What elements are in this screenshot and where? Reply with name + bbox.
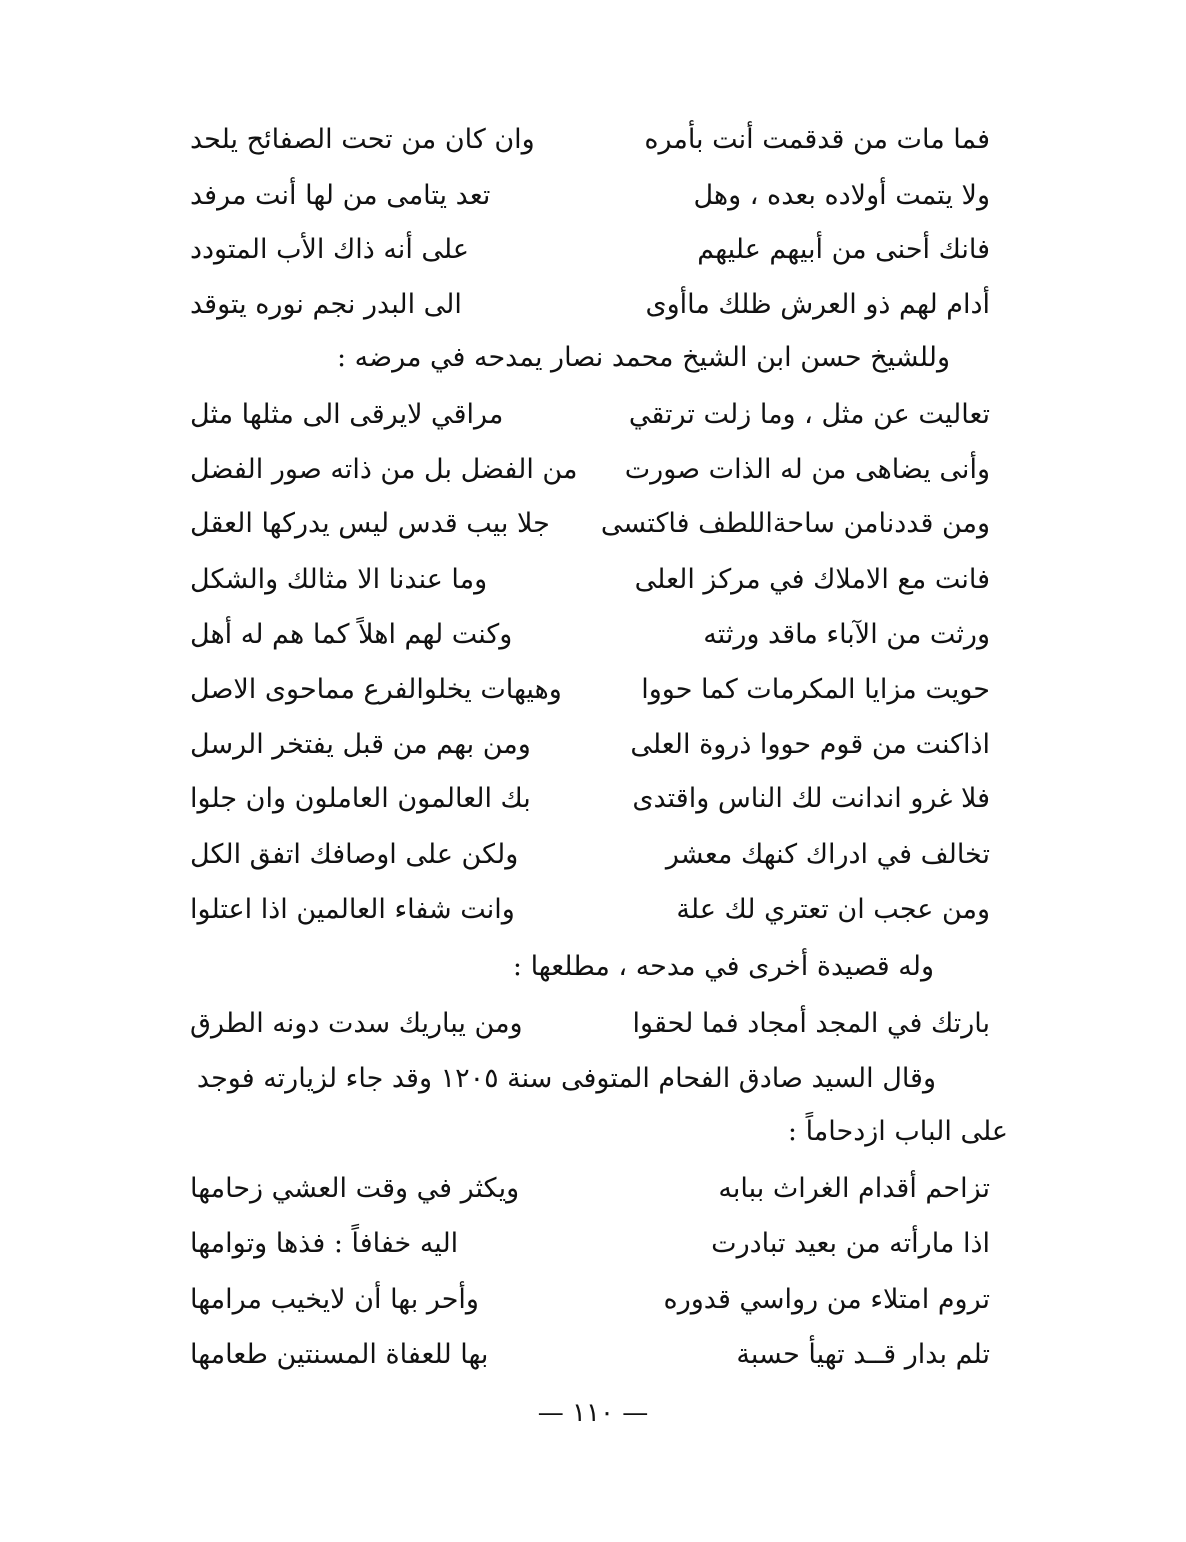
verse xyxy=(190,664,990,716)
verse-second-hemistich: وكنت لهم اهلاً كما هم له أهل xyxy=(190,619,513,650)
verse xyxy=(190,1218,990,1270)
verse xyxy=(190,1274,990,1326)
intro-line: وللشيخ حسن ابن الشيخ محمد نصار يمدحه في مرضه : xyxy=(337,342,950,373)
verse-first-hemistich: تلم بدار قــد تهيأ حسبة xyxy=(736,1339,990,1370)
verse-first-hemistich: تخالف في ادراك كنهك معشر xyxy=(665,839,990,870)
intro-line: وله قصيدة أخرى في مدحه ، مطلعها : xyxy=(512,951,934,982)
verse-first-hemistich: تزاحم أقدام الغراث ببابه xyxy=(718,1173,990,1204)
verse-first-hemistich: ومن عجب ان تعتري لك علة xyxy=(676,894,990,925)
verse-first-hemistich: فما مات من قدقمت أنت بأمره xyxy=(644,124,990,155)
verse xyxy=(190,609,990,661)
verse xyxy=(190,554,990,606)
verse xyxy=(190,1329,990,1381)
verse-second-hemistich: الى البدر نجم نوره يتوقد xyxy=(190,289,462,320)
verse-first-hemistich: تروم امتلاء من رواسي قدوره xyxy=(663,1284,990,1315)
verse-first-hemistich: فلا غرو اندانت لك الناس واقتدى xyxy=(632,783,990,814)
verse xyxy=(190,498,990,550)
verse-second-hemistich: من الفضل بل من ذاته صور الفضل xyxy=(190,454,578,485)
page-number: — ١١٠ — xyxy=(537,1398,649,1428)
verse xyxy=(190,224,990,276)
verse-second-hemistich: وما عندنا الا مثالك والشكل xyxy=(190,564,488,595)
verse-first-hemistich: اذا مارأته من بعيد تبادرت xyxy=(711,1228,990,1259)
verse-first-hemistich: ولا يتمت أولاده بعده ، وهل xyxy=(693,180,990,211)
verse-second-hemistich: ولكن على اوصافك اتفق الكل xyxy=(190,839,519,870)
verse xyxy=(190,773,990,825)
verse-second-hemistich: ومن يباريك سدت دونه الطرق xyxy=(190,1008,523,1039)
verse-first-hemistich: وأنى يضاهى من له الذات صورت xyxy=(624,454,990,485)
verse-first-hemistich: تعاليت عن مثل ، وما زلت ترتقي xyxy=(628,399,990,430)
verse-second-hemistich: مراقي لايرقى الى مثلها مثل xyxy=(190,399,504,430)
verse-second-hemistich: وان كان من تحت الصفائح يلحد xyxy=(190,124,535,155)
verse xyxy=(190,444,990,496)
verse xyxy=(190,884,990,936)
verse-first-hemistich: ورثت من الآباء ماقد ورثته xyxy=(703,619,990,650)
verse xyxy=(190,279,990,331)
prose-line: وقال السيد صادق الفحام المتوفى سنة ١٢٠٥ وقد جاء لزيارته فوجد xyxy=(196,1063,936,1094)
verse-second-hemistich: وانت شفاء العالمين اذا اعتلوا xyxy=(190,894,515,925)
verse-second-hemistich: على أنه ذاك الأب المتودد xyxy=(190,234,469,265)
verse xyxy=(190,1163,990,1215)
verse-second-hemistich: تعد يتامى من لها أنت مرفد xyxy=(190,180,491,211)
verse-second-hemistich: ومن بهم من قبل يفتخر الرسل xyxy=(190,729,531,760)
verse xyxy=(190,170,990,222)
verse-first-hemistich: أدام لهم ذو العرش ظلك ماأوى xyxy=(645,289,990,320)
verse xyxy=(190,719,990,771)
verse-second-hemistich: جلا بيب قدس ليس يدركها العقل xyxy=(190,508,550,539)
verse-second-hemistich: وهيهات يخلوالفرع مماحوى الاصل xyxy=(190,674,562,705)
verse-first-hemistich: فانك أحنى من أبيهم عليهم xyxy=(697,234,990,265)
verse-second-hemistich: اليه خفافاً : فذها وتوامها xyxy=(190,1228,459,1259)
verse-second-hemistich: ويكثر في وقت العشي زحامها xyxy=(190,1173,520,1204)
verse xyxy=(190,829,990,881)
verse-second-hemistich: بها للعفاة المسنتين طعامها xyxy=(190,1339,489,1370)
prose-line: على الباب ازدحاماً : xyxy=(787,1116,1008,1147)
verse-first-hemistich: فانت مع الاملاك في مركز العلى xyxy=(634,564,990,595)
verse-first-hemistich: بارتك في المجد أمجاد فما لحقوا xyxy=(632,1008,990,1039)
verse-second-hemistich: وأحر بها أن لايخيب مرامها xyxy=(190,1284,479,1315)
verse-second-hemistich: بك العالمون العاملون وان جلوا xyxy=(190,783,531,814)
verse-first-hemistich: اذاكنت من قوم حووا ذروة العلى xyxy=(630,729,990,760)
verse-first-hemistich: حويت مزايا المكرمات كما حووا xyxy=(641,674,990,705)
verse xyxy=(190,998,990,1050)
verse xyxy=(190,389,990,441)
verse xyxy=(190,114,990,166)
verse-first-hemistich: ومن قددنامن ساحةاللطف فاكتسى xyxy=(600,508,990,539)
